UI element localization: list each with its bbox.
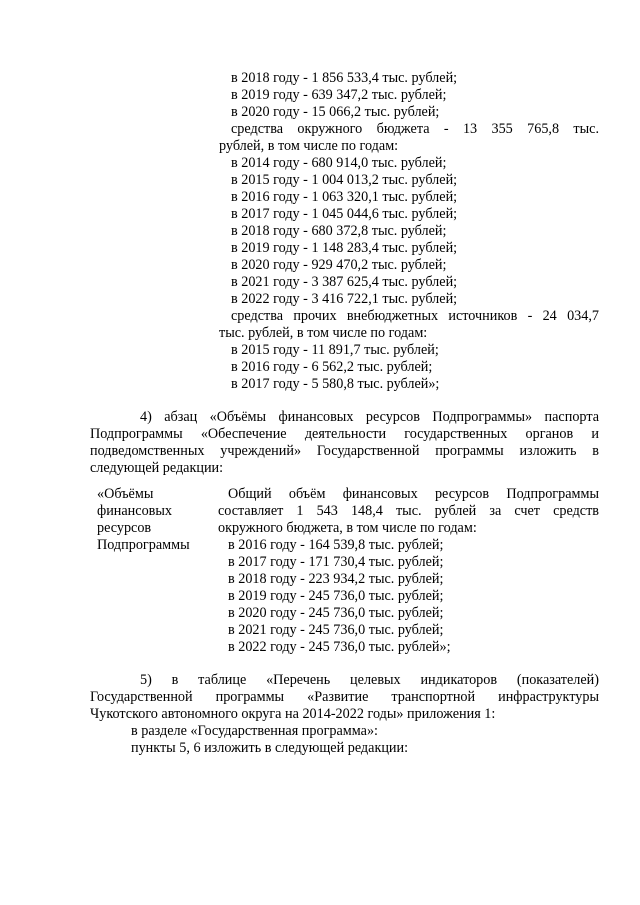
table-right-intro: Общий объём финансовых ресурсов Подпрограммы	[228, 486, 599, 502]
item5-paragraph-line: Государственной программы «Развитие транспортной инфраструктуры	[90, 689, 599, 705]
list-item: в 2016 году - 1 063 320,1 тыс. рублей;	[231, 189, 458, 205]
item5-subitem: пункты 5, 6 изложить в следующей редакции:	[131, 740, 409, 756]
list-item: в 2019 году - 639 347,2 тыс. рублей;	[231, 87, 447, 103]
table-year-row: в 2017 году - 171 730,4 тыс. рублей;	[228, 554, 444, 570]
other-sources-heading: средства прочих внебюджетных источников - 24 034,7	[231, 308, 599, 324]
table-left-cell: «Объёмы	[97, 486, 154, 502]
table-left-cell: Подпрограммы	[97, 537, 190, 553]
table-year-row: в 2021 году - 245 736,0 тыс. рублей;	[228, 622, 444, 638]
list-item: в 2020 году - 929 470,2 тыс. рублей;	[231, 257, 447, 273]
other-sources-heading-cont: тыс. рублей, в том числе по годам:	[219, 325, 428, 341]
list-item: в 2015 году - 1 004 013,2 тыс. рублей;	[231, 172, 458, 188]
table-left-cell: финансовых	[97, 503, 172, 519]
table-year-row: в 2019 году - 245 736,0 тыс. рублей;	[228, 588, 444, 604]
list-item: в 2017 году - 1 045 044,6 тыс. рублей;	[231, 206, 458, 222]
item5-paragraph-line: Чукотского автономного округа на 2014-2022 годы» приложения 1:	[90, 706, 496, 722]
list-item: в 2021 году - 3 387 625,4 тыс. рублей;	[231, 274, 458, 290]
district-budget-heading: средства окружного бюджета - 13 355 765,8 тыс.	[231, 121, 599, 137]
list-item: в 2018 году - 680 372,8 тыс. рублей;	[231, 223, 447, 239]
item4-paragraph-line: подведомственных учреждений» Государственной программы изложить в	[90, 443, 599, 459]
list-item: в 2016 году - 6 562,2 тыс. рублей;	[231, 359, 433, 375]
table-left-cell: ресурсов	[97, 520, 152, 536]
list-item: в 2017 году - 5 580,8 тыс. рублей»;	[231, 376, 440, 392]
list-item: в 2019 году - 1 148 283,4 тыс. рублей;	[231, 240, 458, 256]
table-year-row: в 2016 году - 164 539,8 тыс. рублей;	[228, 537, 444, 553]
list-item: в 2018 году - 1 856 533,4 тыс. рублей;	[231, 70, 458, 86]
list-item: в 2015 году - 11 891,7 тыс. рублей;	[231, 342, 439, 358]
table-year-row: в 2022 году - 245 736,0 тыс. рублей»;	[228, 639, 451, 655]
item4-paragraph-line: Подпрограммы «Обеспечение деятельности государственных органов и	[90, 426, 599, 442]
table-year-row: в 2020 году - 245 736,0 тыс. рублей;	[228, 605, 444, 621]
list-item: в 2020 году - 15 066,2 тыс. рублей;	[231, 104, 440, 120]
table-year-row: в 2018 году - 223 934,2 тыс. рублей;	[228, 571, 444, 587]
item4-paragraph-line: 4) абзац «Объёмы финансовых ресурсов Подпрограммы» паспорта	[140, 409, 599, 425]
list-item: в 2014 году - 680 914,0 тыс. рублей;	[231, 155, 447, 171]
list-item: в 2022 году - 3 416 722,1 тыс. рублей;	[231, 291, 458, 307]
item4-paragraph-line: следующей редакции:	[90, 460, 224, 476]
item5-subitem: в разделе «Государственная программа»:	[131, 723, 378, 739]
item5-paragraph-line: 5) в таблице «Перечень целевых индикаторов (показателей)	[140, 672, 599, 688]
table-right-intro: составляет 1 543 148,4 тыс. рублей за счет средств	[218, 503, 599, 519]
table-right-intro: окружного бюджета, в том числе по годам:	[218, 520, 477, 536]
district-budget-heading-cont: рублей, в том числе по годам:	[219, 138, 399, 154]
